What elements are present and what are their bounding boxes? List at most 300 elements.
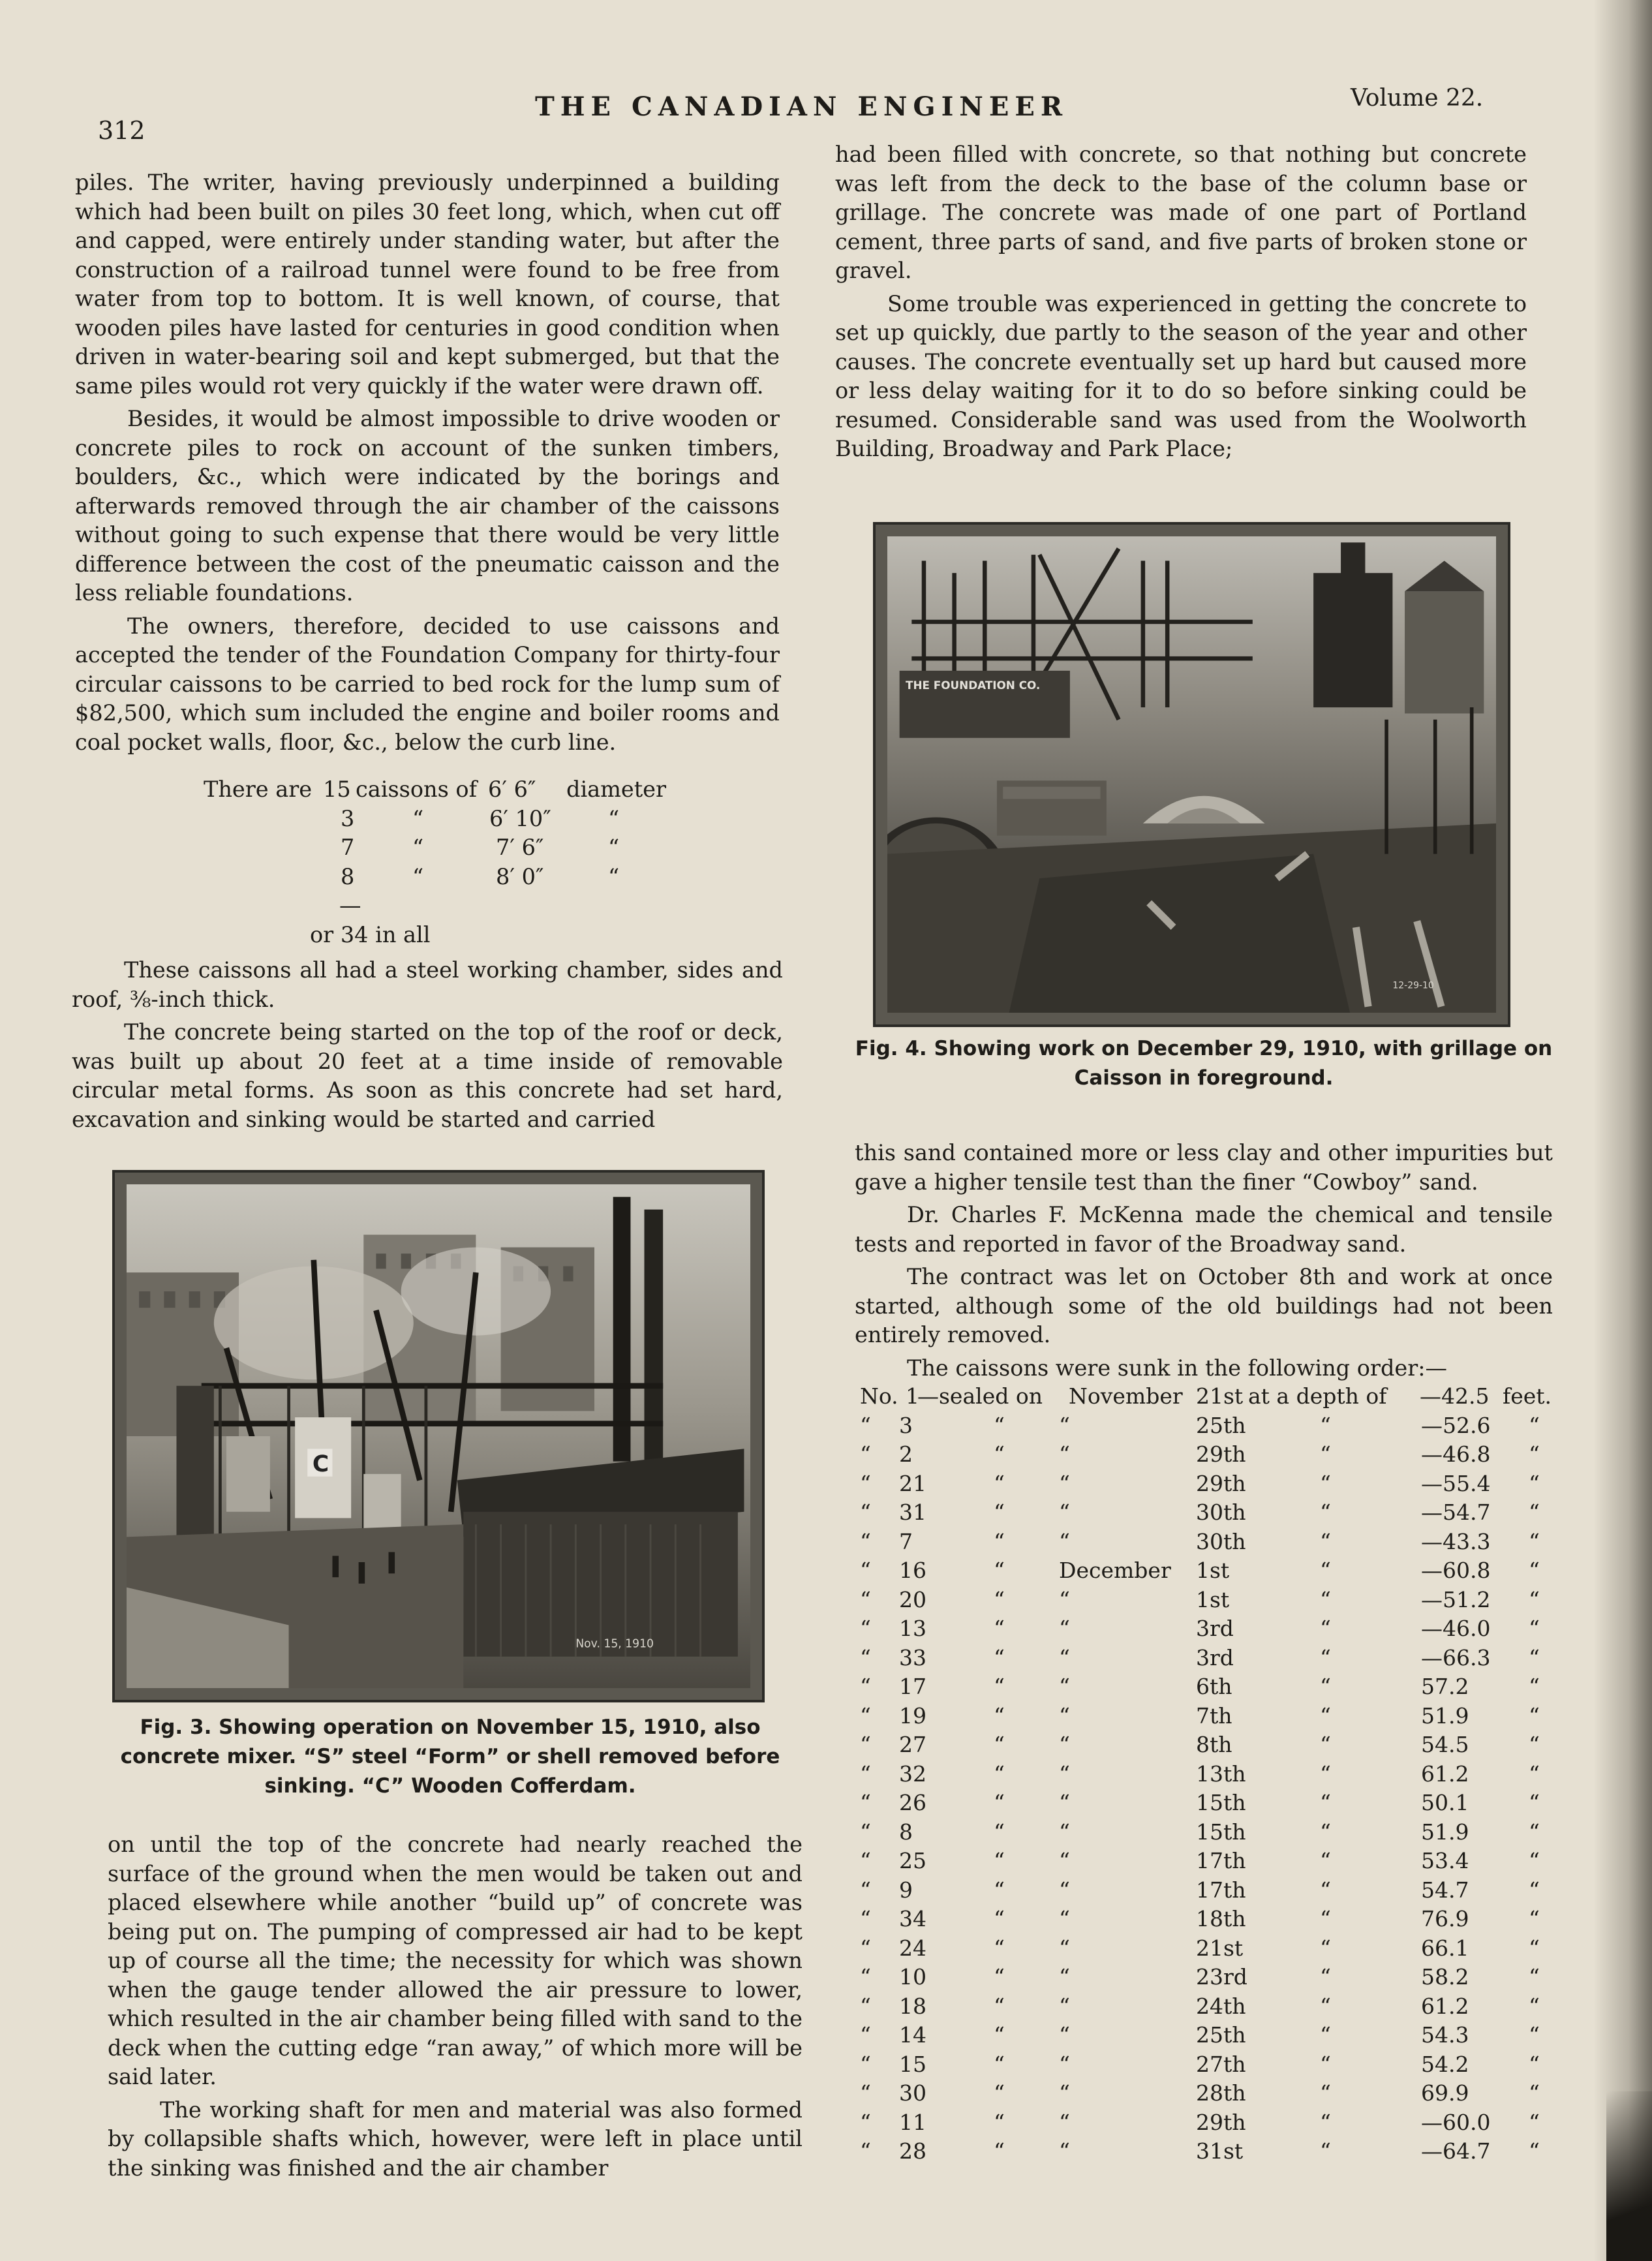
caisson-number: 8 [899,1819,913,1845]
day: 29th [1196,1441,1246,1467]
table-row [860,1877,1552,1907]
table-row [860,1616,1552,1645]
month: “ [1059,1964,1070,1990]
construction-photo [887,536,1496,1013]
caisson-number: 17 [899,1674,926,1699]
ditto-mark: “ [860,1964,871,1990]
photo-plate-mark: 12-29-10 [1392,980,1434,991]
table-row [860,1935,1552,1965]
table-row [860,1674,1552,1703]
month: December [1059,1558,1171,1583]
ditto-mark: “ [1320,1819,1331,1845]
depth: —54.7 [1421,1500,1491,1525]
ditto-mark: “ [860,1644,871,1670]
table-row [860,1906,1552,1935]
volume-label: Volume 22. [1351,85,1484,112]
table-row [860,1383,1552,1413]
row-no-label: No. [860,1383,898,1409]
ditto-mark: “ [1529,1500,1540,1525]
month: “ [1059,1877,1070,1903]
caisson-list-rule-row [157,891,757,921]
ditto-mark: “ [1529,1528,1540,1554]
table-row [860,1441,1552,1471]
ditto-mark: “ [994,1674,1005,1699]
depth: —66.3 [1421,1644,1491,1670]
ditto-mark: “ [994,1470,1005,1496]
caisson-number: 28 [899,2138,926,2164]
ditto-mark: “ [860,1877,871,1903]
caisson-count: 8 [341,863,355,889]
caisson-label: “ [412,863,424,889]
caisson-size-list [157,775,757,949]
ditto-mark: “ [1529,1964,1540,1990]
paragraph: The contract was let on October 8th and work at once started, although some of the old buildings had not been entirely removed. [855,1264,1553,1347]
day: 25th [1196,2022,1246,2048]
ditto-mark: “ [1320,1848,1331,1873]
depth: —60.8 [1421,1558,1491,1583]
ditto-mark: “ [860,1616,871,1641]
month: “ [1059,2022,1070,2048]
caisson-tail: “ [608,805,620,831]
ditto-mark: “ [1320,1935,1331,1961]
ditto-mark: “ [1320,1441,1331,1467]
list-rule: — [339,893,361,918]
depth: 58.2 [1421,1964,1469,1990]
ditto-mark: “ [994,2022,1005,2048]
ditto-mark: “ [1320,1964,1331,1990]
caisson-total-row [157,921,757,950]
caisson-label: caissons of [356,777,477,802]
month: “ [1059,2051,1070,2077]
construction-photo [127,1184,750,1688]
table-row [860,1558,1552,1587]
ditto-mark: “ [1320,2051,1331,2077]
ditto-mark: “ [860,1848,871,1873]
month: “ [1059,1586,1070,1612]
ditto-mark: “ [994,1906,1005,1931]
caisson-number: 16 [899,1558,926,1583]
caisson-label: “ [412,805,424,831]
ditto-mark: “ [994,1586,1005,1612]
ditto-mark: “ [1529,1848,1540,1873]
depth: 54.3 [1421,2022,1469,2048]
month: “ [1059,1848,1070,1873]
table-row [860,1790,1552,1819]
month: “ [1059,1500,1070,1525]
ditto-mark: “ [1529,2022,1540,2048]
ditto-mark: “ [860,2138,871,2164]
ditto-mark: “ [860,1819,871,1845]
ditto-mark: “ [1529,2109,1540,2135]
right-column-top [835,140,1527,464]
table-row [860,1732,1552,1761]
caisson-tail: diameter [566,777,667,802]
caisson-number: 34 [899,1906,926,1931]
ditto-mark: “ [994,1819,1005,1845]
paragraph: The concrete being started on the top of the roof or deck, was built up about 20 feet at a time inside of removable circular metal forms. As soon as this concrete had set hard, excavation and sinking would be started and carried [72,1019,783,1132]
ditto-mark: “ [994,1528,1005,1554]
ditto-mark: “ [994,1441,1005,1467]
ditto-mark: “ [994,1848,1005,1873]
ditto-mark: “ [860,1761,871,1787]
table-row [860,2052,1552,2081]
day: 15th [1196,1819,1246,1845]
ditto-mark: “ [860,2109,871,2135]
figure-3-caption: Fig. 3. Showing operation on November 15, 1910, also concrete mixer. “S” steel “Form” or shell removed before sinking. “C” Wooden Cofferdam. [120,1715,780,1798]
depth: 54.2 [1421,2051,1469,2077]
ditto-mark: “ [860,1528,871,1554]
row-text: at a depth of [1248,1383,1387,1409]
month: “ [1059,2080,1070,2106]
figure-3-photo [112,1170,765,1702]
ditto-mark: “ [1320,1877,1331,1903]
caisson-size: 7′ 6″ [496,835,544,860]
left-column-top [75,168,780,757]
ditto-mark: “ [1320,1586,1331,1612]
ditto-mark: “ [1320,1470,1331,1496]
ditto-mark: “ [1529,2051,1540,2077]
caisson-number: 1 [906,1383,919,1409]
ditto-mark: “ [1529,1558,1540,1583]
unit: feet. [1503,1383,1552,1409]
ditto-mark: “ [860,1558,871,1583]
month: “ [1059,1993,1070,2019]
month: November [1069,1383,1183,1409]
caisson-number: 14 [899,2022,926,2048]
caisson-number: 24 [899,1935,926,1961]
paragraph: The working shaft for men and material was also formed by collapsible shafts which, however, were left in place until the sinking was finished and the air chamber [108,2097,803,2181]
table-row [860,1587,1552,1616]
day: 13th [1196,1761,1246,1787]
month: “ [1059,1702,1070,1729]
ditto-mark: “ [1320,1616,1331,1641]
month: “ [1059,1906,1070,1931]
ditto-mark: “ [994,1412,1005,1438]
day: 1st [1196,1558,1230,1583]
ditto-mark: “ [860,1500,871,1525]
day: 17th [1196,1877,1246,1903]
ditto-mark: “ [994,1964,1005,1990]
ditto-mark: “ [1529,1441,1540,1467]
ditto-mark: “ [860,1935,871,1961]
paragraph: had been filled with concrete, so that nothing but concrete was left from the deck to the base of the column base or grillage. The concrete was made of one part of Portland cement, three parts of sand, and five parts of broken stone or gravel. [835,142,1527,283]
depth: 54.7 [1421,1877,1469,1903]
ditto-mark: “ [860,1586,871,1612]
table-row [860,1964,1552,1993]
ditto-mark: “ [1320,2109,1331,2135]
caisson-number: 30 [899,2080,926,2106]
ditto-mark: “ [1320,1761,1331,1787]
ditto-mark: “ [994,1644,1005,1670]
left-column-bottom [108,1830,803,2183]
table-row [860,1500,1552,1529]
shell-letter: C [312,1451,329,1478]
ditto-mark: “ [860,1412,871,1438]
caisson-size-row [157,833,757,863]
caisson-tail: “ [608,863,620,889]
depth: —51.2 [1421,1586,1491,1612]
paragraph: piles. The writer, having previously underpinned a building which had been built on piles 30 feet long, which, when cut off and capped, were entirely under standing water, but after the construction of a railroad tunnel were found to be free from water from top to bottom. It is well known, of course, that wooden piles have lasted for centuries in good condition when driven in water-bearing soil and kept submerged, but that the same piles would rot very quickly if the water were drawn off. [75,170,780,399]
caisson-number: 31 [899,1500,926,1525]
day: 3rd [1196,1616,1234,1641]
day: 21st [1196,1383,1244,1409]
ditto-mark: “ [860,1702,871,1729]
caisson-size-row [157,805,757,834]
ditto-mark: “ [860,2080,871,2106]
caisson-number: 3 [899,1412,913,1438]
paragraph: Besides, it would be almost impossible to drive wooden or concrete piles to rock on account of the sunken timbers, boulders, &c., which were indicated by the borings and afterwards removed through the air chamber of the caissons without going to such expense that there would be very little difference between the cost of the pneumatic caisson and the less reliable foundations. [75,406,780,606]
caisson-number: 27 [899,1732,926,1757]
ditto-mark: “ [1320,2080,1331,2106]
caisson-number: 19 [899,1702,926,1729]
table-row [860,1703,1552,1732]
day: 15th [1196,1790,1246,1815]
ditto-mark: “ [1320,1558,1331,1583]
page-corner-shadow [1606,2091,1652,2261]
month: “ [1059,1674,1070,1699]
depth: —46.0 [1421,1616,1491,1641]
ditto-mark: “ [860,1674,871,1699]
ditto-mark: “ [994,2051,1005,2077]
masthead: THE CANADIAN ENGINEER [535,91,1069,122]
caisson-number: 26 [899,1790,926,1815]
ditto-mark: “ [1529,1906,1540,1931]
ditto-mark: “ [1529,1674,1540,1699]
caisson-count: 3 [341,805,355,831]
paragraph: on until the top of the concrete had nearly reached the surface of the ground when the men would be taken out and placed elsewhere while another “build up” of concrete was being put on. The pumping of compressed air had to be kept up of course all the time; the necessity for which was shown when the gauge tender allowed the air pressure to lower, which resulted in the air chamber being filled with sand to the deck when the cutting edge “ran away,” of which more will be said later. [108,1832,803,2089]
caisson-number: 11 [899,2109,926,2135]
month: “ [1059,1441,1070,1467]
left-column-middle [72,956,783,1134]
month: “ [1059,1935,1070,1961]
table-row [860,1848,1552,1877]
ditto-mark: “ [994,1790,1005,1815]
ditto-mark: “ [994,2138,1005,2164]
page-number: 312 [98,116,145,145]
ditto-mark: “ [860,1906,871,1931]
caisson-number: 21 [899,1470,926,1496]
caisson-size-row [157,863,757,892]
month: “ [1059,1761,1070,1787]
depth: 61.2 [1421,1993,1469,2019]
paragraph: Some trouble was experienced in getting the concrete to set up quickly, due partly to the season of the year and other causes. The concrete eventually set up hard but caused more or less delay waiting for it to do so before sinking could be resumed. Considerable sand was used from the Woolworth Building, Broadway and Park Place; [835,290,1527,461]
day: 21st [1196,1935,1244,1961]
depth: 51.9 [1421,1819,1469,1845]
day: 25th [1196,1412,1246,1438]
ditto-mark: “ [994,2080,1005,2106]
table-row [860,1471,1552,1500]
depth: —46.8 [1421,1441,1491,1467]
caisson-number: 18 [899,1993,926,2019]
ditto-mark: “ [860,2051,871,2077]
depth: 69.9 [1421,2080,1469,2106]
ditto-mark: “ [1320,1993,1331,2019]
day: 30th [1196,1528,1246,1554]
depth: 76.9 [1421,1906,1469,1931]
table-row [860,1761,1552,1791]
table-row [860,1529,1552,1558]
ditto-mark: “ [1529,1877,1540,1903]
ditto-mark: “ [1529,1644,1540,1670]
ditto-mark: “ [1320,1790,1331,1815]
depth: 66.1 [1421,1935,1469,1961]
day: 3rd [1196,1644,1234,1670]
day: 1st [1196,1586,1230,1612]
foundation-co-sign: THE FOUNDATION CO. [905,678,1041,692]
ditto-mark: “ [1320,1412,1331,1438]
caisson-tail: “ [608,835,620,860]
month: “ [1059,1790,1070,1815]
month: “ [1059,1819,1070,1845]
ditto-mark: “ [1320,1732,1331,1757]
ditto-mark: “ [994,1732,1005,1757]
ditto-mark: “ [860,1790,871,1815]
table-row [860,1645,1552,1674]
caisson-number: 33 [899,1644,926,1670]
caisson-number: 32 [899,1761,926,1787]
month: “ [1059,1528,1070,1554]
day: 29th [1196,1470,1246,1496]
row-text: —sealed on [917,1383,1043,1409]
table-row [860,2022,1552,2052]
ditto-mark: “ [1529,1412,1540,1438]
ditto-mark: “ [860,2022,871,2048]
depth: 57.2 [1421,1674,1469,1699]
caisson-number: 13 [899,1616,926,1641]
paragraph: These caissons all had a steel working chamber, sides and roof, ⅜-inch thick. [72,957,783,1012]
ditto-mark: “ [994,2109,1005,2135]
depth: —42.5 [1420,1383,1490,1409]
ditto-mark: “ [1529,1470,1540,1496]
depth: —55.4 [1421,1470,1491,1496]
ditto-mark: “ [1529,1702,1540,1729]
month: “ [1059,1616,1070,1641]
day: 18th [1196,1906,1246,1931]
ditto-mark: “ [1320,1674,1331,1699]
caisson-size: 6′ 10″ [489,805,551,831]
ditto-mark: “ [1529,1586,1540,1612]
table-row [860,2080,1552,2110]
table-row [860,1993,1552,2023]
ditto-mark: “ [1320,1702,1331,1729]
ditto-mark: “ [1320,2138,1331,2164]
ditto-mark: “ [994,1761,1005,1787]
table-row [860,1413,1552,1442]
caisson-size-row [157,775,757,805]
depth: 53.4 [1421,1848,1469,1873]
caisson-number: 15 [899,2051,926,2077]
right-column-middle [855,1139,1553,1383]
table-row [860,1819,1552,1849]
ditto-mark: “ [994,1877,1005,1903]
depth: 61.2 [1421,1761,1469,1787]
figure-4-photo [873,522,1510,1027]
ditto-mark: “ [1320,1644,1331,1670]
ditto-mark: “ [1320,1528,1331,1554]
ditto-mark: “ [1529,1819,1540,1845]
ditto-mark: “ [1529,2138,1540,2164]
depth: —43.3 [1421,1528,1491,1554]
ditto-mark: “ [1320,1500,1331,1525]
ditto-mark: “ [860,1470,871,1496]
table-row [860,2110,1552,2139]
caisson-size: 6′ 6″ [488,777,536,802]
depth: 51.9 [1421,1702,1469,1729]
day: 7th [1196,1702,1232,1729]
ditto-mark: “ [1320,2022,1331,2048]
day: 30th [1196,1500,1246,1525]
figure-4-caption: Fig. 4. Showing work on December 29, 1910, with grillage on Caisson in foreground. [855,1037,1553,1090]
day: 24th [1196,1993,1246,2019]
ditto-mark: “ [860,1993,871,2019]
ditto-mark: “ [1320,1906,1331,1931]
ditto-mark: “ [1529,2080,1540,2106]
ditto-mark: “ [994,1935,1005,1961]
caisson-number: 7 [899,1528,913,1554]
caisson-number: 10 [899,1964,926,1990]
depth: —52.6 [1421,1412,1491,1438]
ditto-mark: “ [860,1732,871,1757]
ditto-mark: “ [1529,1993,1540,2019]
caisson-total: or 34 in all [310,921,431,947]
day: 28th [1196,2080,1246,2106]
ditto-mark: “ [1529,1790,1540,1815]
caisson-number: 2 [899,1441,913,1467]
paragraph: The owners, therefore, decided to use caissons and accepted the tender of the Foundation Company for thirty-four circular caissons to be carried to bed rock for the lump sum of $82,500, which sum included the engine and boiler rooms and coal pocket walls, floor, &c., below the curb line. [75,613,780,755]
ditto-mark: “ [1529,1732,1540,1757]
day: 6th [1196,1674,1232,1699]
day: 29th [1196,2109,1246,2135]
day: 17th [1196,1848,1246,1873]
caisson-number: 9 [899,1877,913,1903]
depth: —64.7 [1421,2138,1491,2164]
month: “ [1059,2138,1070,2164]
day: 23rd [1196,1964,1247,1990]
depth: —60.0 [1421,2109,1491,2135]
depth: 54.5 [1421,1732,1469,1757]
ditto-mark: “ [1529,1616,1540,1641]
table-row [860,2138,1552,2168]
ditto-mark: “ [994,1993,1005,2019]
caisson-number: 25 [899,1848,926,1873]
month: “ [1059,1732,1070,1757]
caisson-count: 15 [323,777,351,802]
ditto-mark: “ [860,1441,871,1467]
ditto-mark: “ [994,1616,1005,1641]
day: 31st [1196,2138,1244,2164]
caisson-count: 7 [341,835,355,860]
month: “ [1059,1470,1070,1496]
month: “ [1059,1412,1070,1438]
caisson-size: 8′ 0″ [496,863,544,889]
sinking-order-table [860,1383,1552,2168]
ditto-mark: “ [994,1702,1005,1729]
depth: 50.1 [1421,1790,1469,1815]
paragraph: this sand contained more or less clay and other impurities but gave a higher tensile test than the finer “Cowboy” sand. [855,1140,1553,1195]
ditto-mark: “ [994,1500,1005,1525]
month: “ [1059,2109,1070,2135]
list-intro: There are [204,777,313,802]
day: 8th [1196,1732,1232,1757]
ditto-mark: “ [1529,1761,1540,1787]
month: “ [1059,1644,1070,1670]
paragraph: The caissons were sunk in the following order:— [907,1355,1448,1381]
paragraph: Dr. Charles F. McKenna made the chemical and tensile tests and reported in favor of the Broadway sand. [855,1202,1553,1257]
photo-plate-mark: Nov. 15, 1910 [575,1637,654,1651]
ditto-mark: “ [1529,1935,1540,1961]
caisson-number: 20 [899,1586,926,1612]
day: 27th [1196,2051,1246,2077]
